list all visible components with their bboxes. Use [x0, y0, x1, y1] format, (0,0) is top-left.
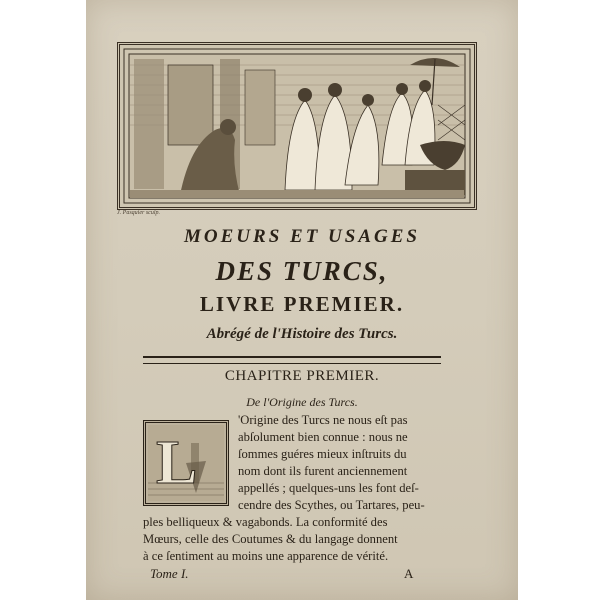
engraver-signature: J. Pasquier sculp.: [117, 210, 160, 216]
title-line-1: MOEURS ET USAGES: [184, 226, 420, 247]
decorated-initial-L: [143, 420, 229, 506]
engraved-illustration: [117, 42, 477, 210]
volume-label: Tome I.: [150, 566, 189, 581]
body-line: 'Origine des Turcs ne nous eſt pas: [238, 413, 408, 427]
book-subtitle: Abrégé de l'Histoire des Turcs.: [206, 326, 398, 342]
body-line: nom dont ils furent anciennement: [238, 464, 408, 478]
body-line: appellés ; quelques-uns les font deſ-: [238, 481, 419, 495]
body-line: ples belliqueux & vagabonds. La conformité des: [143, 515, 388, 529]
double-rule-divider: [143, 356, 441, 364]
body-line: cendre des Scythes, ou Tartares, peu-: [238, 498, 425, 512]
body-line: ſommes guéres mieux inſtruits du: [238, 447, 407, 461]
body-line: à ce ſentiment au moins une apparence de vérité.: [143, 549, 389, 563]
chapter-subheading: De l'Origine des Turcs.: [246, 395, 358, 409]
chapter-heading: CHAPITRE PREMIER.: [224, 368, 380, 384]
body-line: abſolument bien connue : nous ne: [238, 430, 408, 444]
signature-mark: A: [404, 566, 414, 581]
title-line-2: DES TURCS,: [215, 256, 389, 286]
title-line-3: LIVRE PREMIER.: [199, 292, 405, 316]
dropcap-letter: L: [156, 429, 198, 497]
body-line: Mœurs, celle des Coutumes & du langage donnent: [143, 532, 398, 546]
